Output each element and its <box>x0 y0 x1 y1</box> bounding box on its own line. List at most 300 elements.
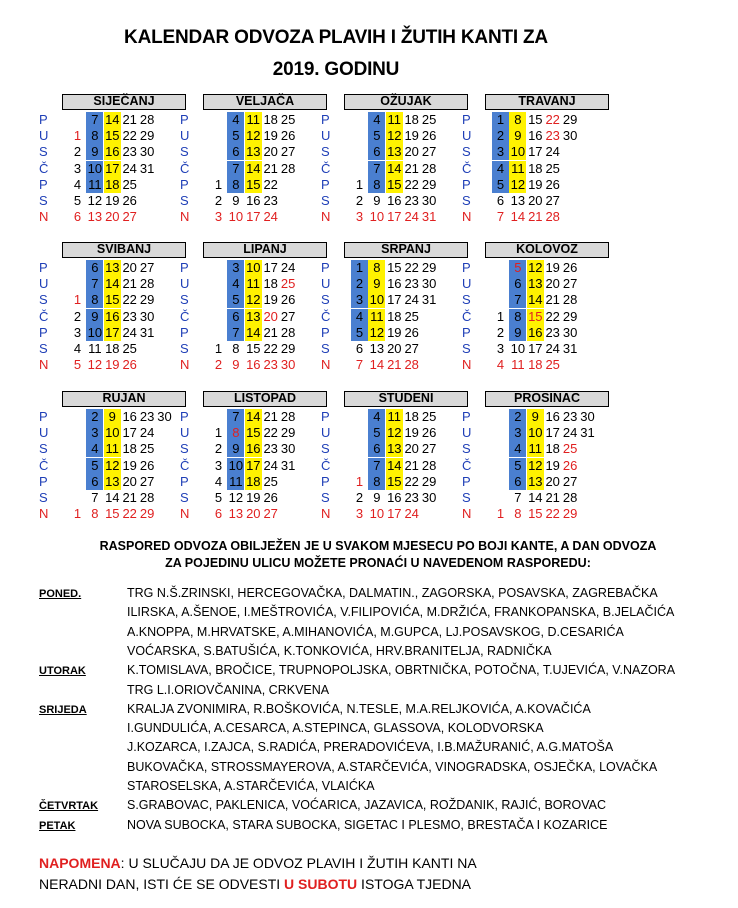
date-cell: 23 <box>263 357 278 373</box>
date-cell: 19 <box>545 457 560 473</box>
date-cell: 22 <box>404 176 419 192</box>
schedule-street-line: NOVA SUBOCKA, STARA SUBOCKA, SIGETAC I PLESMO, BRESTAČA I KOZARICE <box>127 817 608 832</box>
date-cell <box>156 474 173 490</box>
date-cell: 1 <box>214 341 223 356</box>
month-name: LISTOPAD <box>203 391 327 407</box>
date-cell <box>492 276 509 292</box>
date-cell <box>351 441 368 457</box>
date-cell: 3 <box>351 292 368 308</box>
date-cell: 28 <box>139 490 155 505</box>
date-cell: 30 <box>421 276 437 292</box>
day-label: P <box>39 324 48 340</box>
date-cell: 26 <box>545 176 560 192</box>
date-cell: 24 <box>545 341 560 356</box>
date-cell: 16 <box>246 357 261 373</box>
schedule-street-line: BUKOVAČKA, STROSSMAYEROVA, A.STARČEVIĆA, VINOGRADSKA, OSJEČKA, LOVAČKA <box>127 759 658 774</box>
date-cell: 23 <box>263 441 278 457</box>
date-cell: 29 <box>139 128 155 144</box>
schedule-day-label: ČETVRTAK <box>39 800 99 813</box>
day-label: N <box>39 506 49 522</box>
date-cell: 17 <box>246 457 261 473</box>
date-cell: 31 <box>562 341 578 356</box>
date-cell: 1 <box>73 506 82 522</box>
date-cell: 22 <box>404 473 419 489</box>
date-cell: 19 <box>105 357 120 373</box>
month-name: TRAVANJ <box>485 94 609 110</box>
date-cell <box>156 458 173 474</box>
date-cell: 27 <box>280 308 296 324</box>
date-cell <box>139 177 156 193</box>
date-cell: 20 <box>545 276 560 292</box>
date-cell: 12 <box>387 128 402 144</box>
date-cell: 28 <box>562 292 578 308</box>
day-label: N <box>321 209 331 225</box>
date-cell: 3 <box>214 457 223 473</box>
day-label: P <box>180 409 189 424</box>
date-cell: 21 <box>263 324 278 340</box>
note-text2a: NERADNI DAN, ISTI ĆE SE ODVESTI <box>39 876 285 892</box>
date-cell: 26 <box>280 292 296 308</box>
date-cell <box>210 144 227 160</box>
note-text1: : U SLUČAJU DA JE ODVOZ PLAVIH I ŽUTIH KANTI NA <box>120 855 477 871</box>
date-cell: 2 <box>214 357 223 373</box>
date-cell: 18 <box>263 112 278 127</box>
date-cell: 28 <box>421 457 437 473</box>
date-cell: 15 <box>105 128 120 144</box>
month-name: SRPANJ <box>344 242 468 258</box>
day-label: U <box>462 128 472 144</box>
day-label: Č <box>180 457 190 473</box>
note-label: NAPOMENA <box>39 855 121 871</box>
day-label: P <box>462 324 471 340</box>
month-studeni <box>316 391 456 531</box>
date-cell: 23 <box>263 193 278 208</box>
date-cell: 13 <box>387 144 402 160</box>
note-highlight: U SUBOTU <box>284 876 358 892</box>
schedule-street-line: STAROSELSKA, A.STARČEVIĆA, VLAIĆKA <box>127 779 375 793</box>
date-cell <box>280 193 297 209</box>
date-cell: 3 <box>509 425 526 441</box>
date-cell: 3 <box>227 260 244 276</box>
day-label: S <box>321 341 330 356</box>
day-label: P <box>462 176 471 192</box>
day-label: Č <box>39 457 49 473</box>
day-label: S <box>321 490 330 505</box>
day-label: S <box>39 441 48 457</box>
date-cell: 30 <box>562 324 578 340</box>
day-label: S <box>180 490 189 505</box>
day-label: S <box>39 292 48 308</box>
calendar-title-line2: 2019. GODINU <box>272 59 400 80</box>
month-travanj <box>457 94 597 234</box>
date-cell: 15 <box>246 176 261 192</box>
schedule-intro-line2: ZA POJEDINU ULICU MOŽETE PRONAĆI U NAVEDENOM RASPOREDU: <box>165 556 591 570</box>
date-cell: 5 <box>368 425 385 441</box>
date-cell: 4 <box>368 112 385 128</box>
date-cell: 9 <box>104 409 121 425</box>
date-cell: 8 <box>232 341 240 356</box>
date-cell: 28 <box>280 409 296 424</box>
date-cell: 9 <box>509 325 526 341</box>
date-cell: 24 <box>263 457 278 473</box>
date-cell <box>210 409 227 425</box>
date-cell <box>562 357 579 373</box>
date-cell: 14 <box>246 324 261 340</box>
date-cell <box>280 474 297 490</box>
date-cell: 22 <box>263 341 278 356</box>
date-cell: 4 <box>492 161 509 177</box>
date-cell: 21 <box>263 409 278 424</box>
date-cell: 11 <box>88 341 102 356</box>
date-cell: 25 <box>139 441 155 457</box>
day-label: P <box>39 473 48 489</box>
date-cell: 5 <box>492 177 509 193</box>
date-cell: 5 <box>227 292 244 308</box>
day-label: Č <box>321 457 331 473</box>
day-label: N <box>321 357 331 373</box>
date-cell: 7 <box>86 276 103 292</box>
date-cell <box>351 128 368 144</box>
date-cell: 1 <box>351 260 368 276</box>
date-cell: 4 <box>214 473 223 489</box>
date-cell: 31 <box>280 457 296 473</box>
date-cell: 18 <box>404 409 419 424</box>
date-cell <box>421 341 438 357</box>
day-label: P <box>180 324 189 340</box>
date-cell: 25 <box>421 409 437 424</box>
date-cell: 2 <box>86 409 103 425</box>
date-cell: 29 <box>421 473 437 489</box>
date-cell: 14 <box>105 112 120 127</box>
date-cell: 19 <box>528 176 543 192</box>
date-cell: 2 <box>492 128 509 144</box>
date-cell: 15 <box>387 473 402 489</box>
date-cell <box>492 260 509 276</box>
date-cell: 17 <box>105 160 120 176</box>
day-label: S <box>39 193 48 208</box>
date-cell: 15 <box>105 292 120 308</box>
day-label: U <box>180 276 190 292</box>
date-cell: 29 <box>421 176 437 192</box>
date-cell: 2 <box>351 276 368 292</box>
date-cell: 23 <box>562 409 578 424</box>
date-cell <box>69 474 86 490</box>
date-cell: 20 <box>404 144 419 160</box>
date-cell: 4 <box>227 276 244 292</box>
date-cell: 8 <box>91 506 99 522</box>
date-cell: 1 <box>73 128 82 144</box>
date-cell: 9 <box>373 193 381 208</box>
date-cell <box>492 292 509 308</box>
month-rujan <box>34 391 174 531</box>
day-label: P <box>321 176 330 192</box>
date-cell: 4 <box>86 441 103 457</box>
date-cell: 1 <box>496 308 505 324</box>
schedule-street-line: S.GRABOVAC, PAKLENICA, VOĆARICA, JAZAVICA, ROŽDANIK, RAJIĆ, BOROVAC <box>127 798 607 813</box>
date-cell: 18 <box>528 357 543 373</box>
month-prosinac <box>457 391 597 531</box>
date-cell: 31 <box>580 425 595 441</box>
date-cell: 31 <box>421 292 437 308</box>
date-cell: 7 <box>368 458 385 474</box>
date-cell: 24 <box>280 260 296 275</box>
date-cell: 5 <box>509 458 526 474</box>
date-cell <box>139 193 156 209</box>
date-cell: 1 <box>214 425 223 441</box>
date-cell: 10 <box>246 260 261 275</box>
date-cell: 3 <box>73 160 82 176</box>
date-cell: 30 <box>421 490 437 505</box>
date-cell: 4 <box>227 112 244 128</box>
date-cell: 16 <box>105 308 120 324</box>
date-cell: 22 <box>545 506 560 522</box>
date-cell <box>492 474 509 490</box>
date-cell: 1 <box>492 112 509 128</box>
day-label: U <box>39 425 49 441</box>
date-cell: 27 <box>404 341 419 356</box>
day-label: P <box>39 260 48 275</box>
date-cell: 17 <box>105 324 120 340</box>
date-cell: 29 <box>562 506 578 522</box>
date-cell: 7 <box>91 490 99 505</box>
date-cell: 20 <box>387 341 402 356</box>
schedule-street-line: TRG N.Š.ZRINSKI, HERCEGOVAČKA, DALMATIN., ZAGORSKA, POSAVSKA, ZAGREBAČKA <box>127 586 658 600</box>
date-cell: 8 <box>368 260 385 276</box>
date-cell: 18 <box>122 441 137 457</box>
date-cell: 25 <box>263 473 278 489</box>
date-cell: 23 <box>404 490 419 505</box>
date-cell: 30 <box>421 193 437 208</box>
day-label: Č <box>462 160 472 176</box>
date-cell: 30 <box>280 357 296 373</box>
schedule-day-label: PETAK <box>39 819 76 832</box>
date-cell: 11 <box>105 441 120 457</box>
date-cell: 18 <box>528 160 543 176</box>
date-cell: 19 <box>545 260 560 275</box>
date-cell: 27 <box>562 473 578 489</box>
date-cell: 26 <box>263 490 278 505</box>
month-svibanj <box>34 242 174 382</box>
date-cell <box>421 357 438 373</box>
date-cell: 11 <box>511 160 525 176</box>
date-cell <box>492 458 509 474</box>
date-cell: 25 <box>404 308 419 324</box>
date-cell: 24 <box>404 506 419 522</box>
date-cell: 15 <box>528 112 543 127</box>
date-cell: 12 <box>246 128 261 144</box>
day-label: P <box>321 473 330 489</box>
day-label: N <box>180 357 190 373</box>
date-cell: 22 <box>122 128 137 144</box>
date-cell: 10 <box>510 341 526 356</box>
date-cell: 8 <box>509 309 526 325</box>
day-label: S <box>462 490 471 505</box>
day-label: Č <box>462 457 472 473</box>
date-cell: 14 <box>387 457 402 473</box>
date-cell: 13 <box>510 193 526 208</box>
date-cell: 17 <box>122 425 137 441</box>
date-cell <box>156 490 173 506</box>
date-cell: 12 <box>387 425 402 441</box>
date-cell: 24 <box>404 292 419 308</box>
day-label: P <box>321 409 330 424</box>
date-cell: 10 <box>228 209 244 225</box>
date-cell: 28 <box>404 357 419 373</box>
date-cell: 20 <box>528 193 543 208</box>
date-cell: 25 <box>280 276 296 292</box>
date-cell: 10 <box>369 506 385 522</box>
month-name: STUDENI <box>344 391 468 407</box>
date-cell: 21 <box>122 112 137 127</box>
date-cell: 18 <box>387 308 402 324</box>
date-cell: 11 <box>387 409 402 424</box>
date-cell: 22 <box>545 308 560 324</box>
date-cell: 23 <box>122 144 137 160</box>
month-siječanj <box>34 94 174 234</box>
day-label: P <box>39 112 48 127</box>
date-cell: 13 <box>228 506 244 522</box>
date-cell <box>156 506 173 522</box>
date-cell: 18 <box>263 276 278 292</box>
day-label: N <box>462 506 472 522</box>
schedule-day-label: SRIJEDA <box>39 703 87 716</box>
date-cell: 26 <box>139 457 155 473</box>
date-cell: 16 <box>387 276 402 292</box>
day-label: S <box>180 341 189 356</box>
date-cell: 4 <box>496 357 505 373</box>
day-label: P <box>462 473 471 489</box>
date-cell: 10 <box>369 209 385 225</box>
date-cell: 16 <box>387 490 402 505</box>
day-label: Č <box>462 308 472 324</box>
date-cell <box>421 325 438 341</box>
date-cell: 20 <box>263 308 278 324</box>
month-name: LIPANJ <box>203 242 327 258</box>
date-cell: 5 <box>227 128 244 144</box>
month-name: KOLOVOZ <box>485 242 609 258</box>
day-label: P <box>180 112 189 127</box>
date-cell: 6 <box>368 441 385 457</box>
date-cell: 8 <box>86 128 103 144</box>
date-cell: 11 <box>528 441 543 457</box>
date-cell: 16 <box>246 441 261 457</box>
day-label: S <box>39 341 48 356</box>
day-label: Č <box>180 160 190 176</box>
schedule-street-line: TRG L.I.ORIOVČANINA, CRKVENA <box>127 682 330 697</box>
date-cell: 6 <box>509 474 526 490</box>
day-label: S <box>462 341 471 356</box>
date-cell: 5 <box>509 260 526 276</box>
date-cell: 6 <box>368 144 385 160</box>
date-cell: 14 <box>105 276 120 292</box>
date-cell <box>351 112 368 128</box>
day-label: S <box>462 193 471 208</box>
day-label: P <box>39 176 48 192</box>
day-label: U <box>462 425 472 441</box>
date-cell: 14 <box>369 357 385 373</box>
day-label: S <box>321 193 330 208</box>
date-cell: 26 <box>122 357 137 373</box>
date-cell: 5 <box>73 357 82 373</box>
date-cell: 19 <box>105 193 120 208</box>
day-label: P <box>39 409 48 424</box>
date-cell: 28 <box>139 112 155 127</box>
date-cell: 12 <box>87 193 103 208</box>
date-cell: 13 <box>246 308 261 324</box>
date-cell: 12 <box>369 324 385 340</box>
date-cell: 13 <box>105 260 120 275</box>
day-label: P <box>462 112 471 127</box>
date-cell: 6 <box>86 260 103 276</box>
day-label: U <box>321 128 331 144</box>
month-name: PROSINAC <box>485 391 609 407</box>
date-cell: 3 <box>73 324 82 340</box>
date-cell: 23 <box>404 193 419 208</box>
date-cell: 3 <box>496 341 505 356</box>
date-cell: 14 <box>510 209 526 225</box>
date-cell: 14 <box>246 409 261 424</box>
date-cell: 5 <box>86 458 103 474</box>
date-cell: 8 <box>368 474 385 490</box>
date-cell: 4 <box>509 441 526 457</box>
schedule-street-line: ILIRSKA, A.ŠENOE, I.MEŠTROVIĆA, V.FILIPOVIĆA, M.DRŽIĆA, FRANKOPANSKA, B.JELAČIĆA <box>127 605 675 620</box>
day-label: N <box>39 357 49 373</box>
schedule-day-label: PONED. <box>39 588 82 600</box>
date-cell: 30 <box>139 144 155 160</box>
date-cell: 19 <box>404 128 419 144</box>
date-cell: 7 <box>86 112 103 128</box>
date-cell: 2 <box>509 409 526 425</box>
day-label: S <box>321 292 330 308</box>
month-srpanj <box>316 242 456 382</box>
date-cell: 24 <box>404 209 419 225</box>
day-label: P <box>462 409 471 424</box>
date-cell <box>562 161 579 177</box>
month-name: VELJAČA <box>203 94 327 110</box>
day-label: N <box>180 209 190 225</box>
date-cell: 30 <box>562 128 578 144</box>
date-cell: 10 <box>369 292 385 308</box>
date-cell: 24 <box>545 144 560 160</box>
date-cell: 3 <box>214 209 223 225</box>
date-cell: 30 <box>157 409 172 424</box>
date-cell: 22 <box>404 260 419 275</box>
date-cell: 8 <box>227 425 244 441</box>
date-cell <box>210 325 227 341</box>
date-cell: 3 <box>355 209 364 225</box>
schedule-street-line: KRALJA ZVONIMIRA, R.BOŠKOVIĆA, N.TESLE, M.A.RELJKOVIĆA, A.KOVAČIĆA <box>127 701 591 716</box>
day-label: S <box>180 193 189 208</box>
date-cell: 21 <box>545 292 560 308</box>
day-label: N <box>180 506 190 522</box>
month-ožujak <box>316 94 456 234</box>
date-cell: 17 <box>545 425 560 441</box>
date-cell: 11 <box>246 276 261 292</box>
date-cell: 1 <box>355 473 364 489</box>
day-label: S <box>39 144 48 160</box>
date-cell: 27 <box>421 144 437 160</box>
date-cell: 8 <box>368 177 385 193</box>
date-cell: 7 <box>509 292 526 308</box>
schedule-street-line: VOĆARSKA, S.BATUŠIĆA, K.TONKOVIĆA, HRV.BRANITELJA, RADNIČKA <box>127 643 552 658</box>
date-cell <box>139 357 156 373</box>
date-cell: 30 <box>280 441 296 457</box>
day-label: S <box>321 144 330 160</box>
date-cell: 15 <box>387 260 402 275</box>
date-cell: 20 <box>246 506 261 522</box>
date-cell <box>69 425 86 441</box>
day-label: S <box>180 292 189 308</box>
